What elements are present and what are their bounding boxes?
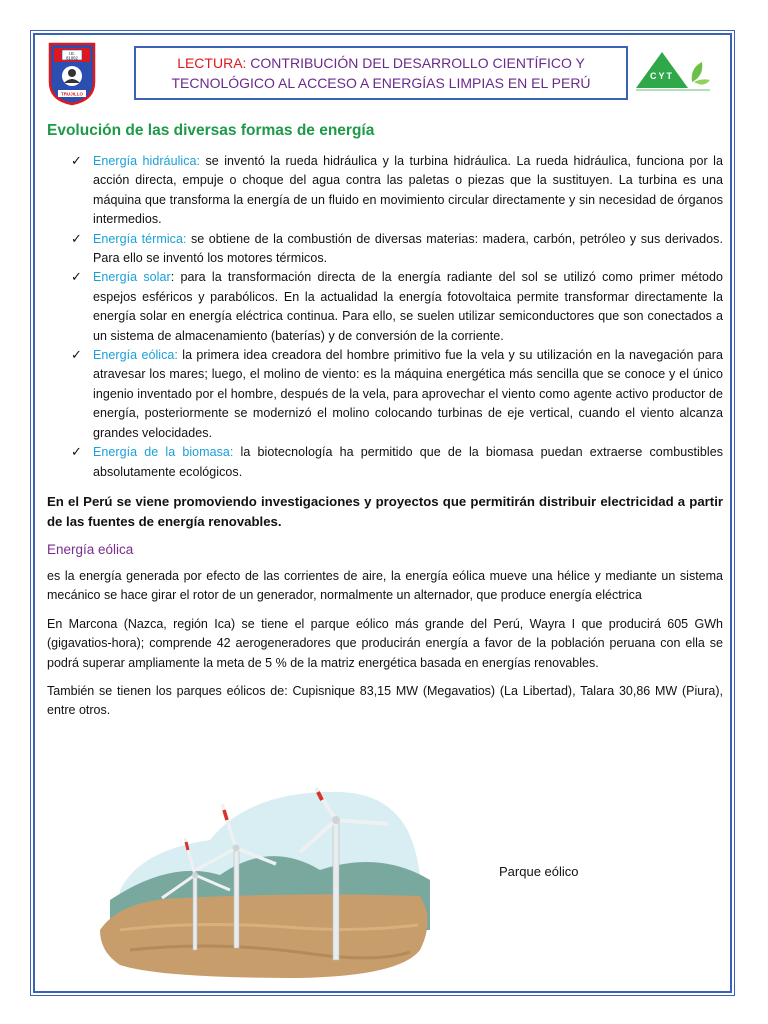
section-title: Evolución de las diversas formas de energía [47,122,375,139]
paragraph-parks: También se tienen los parques eólicos de: Cupisnique 83,15 MW (Megavatios) (La Libertad), Talara 30,86 MW (Piura), entre otros. [47,683,723,718]
check-icon: ✓ [71,230,82,246]
list-item-hidraulica [71,152,723,230]
check-icon: ✓ [71,347,82,363]
image-caption: Parque eólico [499,864,579,879]
paragraph-marcona: En Marcona (Nazca, región Ica) se tiene el parque eólico más grande del Perú, Wayra I que producirá 605 GWh (gigavatios-hora); comprende 42 aerogeneradores que producirán energía a favor de la población peruana con ella se podrá superar ampliamente la meta de 5 % de la matriz energética basada en energías renovables. [47,616,723,670]
cyt-logo [632,48,714,92]
list-item-solar [71,268,723,346]
term-hidraulica: Energía hidráulica: [93,154,201,168]
energy-list [47,152,723,482]
school-logo-number: 81002 [66,55,78,61]
school-logo-ie: I.E. [68,51,76,56]
list-item-eolica [71,346,723,443]
desc-termica: se obtiene de la combustión de diversas materias: madera, carbón, petróleo y sus derivados. Para ello se inventó los motores térmicos. [93,231,723,266]
check-icon: ✓ [71,153,82,168]
desc-eolica: la primera idea creadora del hombre primitivo fue la vela y su utilización en la navegación para atravesar los mares; luego, el molino de viento: es la máquina energética más sencilla que se conoce y el único ingenio inventado por el hombre, después de la vela, para aprovechar el viento como agente activo productor de energía, posteriormente se modernizó el molino colocando turbinas de eje vertical, cuando el viento alcanza grandes velocidades. [93,348,723,440]
wind-farm-illustration [100,780,440,980]
school-logo-city: TRUJILLO [61,91,83,97]
desc-hidraulica: se inventó la rueda hidráulica y la turbina hidráulica. La rueda hidráulica, funciona por la acción directa, empuje o choque del agua contra las paletas o piezas que la sustituyen. La turbina es una máquina que transforma la energía de un fluido en movimiento circular directamente y sin necesidad de órganos intermedios. [93,154,723,227]
bold-statement: En el Perú se viene promoviendo investigaciones y proyectos que permitirán distribuir electricidad a partir de las fuentes de energía renovables. [47,493,723,529]
document-body [47,120,723,730]
desc-biomasa: la biotecnología ha permitido que de la biomasa puedan extraerse combustibles absolutamente ecológicos. [93,445,723,479]
check-icon: ✓ [71,444,82,460]
list-item-termica [71,230,723,269]
school-logo [48,42,96,106]
check-icon: ✓ [71,269,82,285]
title-lead: LECTURA: [177,55,247,71]
title-line-2: TECNOLÓGICO AL ACCESO A ENERGÍAS LIMPIAS EN EL PERÚ [171,75,591,91]
desc-solar: : para la transformación directa de la energía radiante del sol se utilizó como primer método espejos esféricos y parabólicos. En la actualidad la energía fotovoltaica permite transformar directamente la energía solar en energía eléctrica continua. Para ello, se suelen utilizar semiconductores que son conectados a un sistema de almacenamiento (baterías) y de conversión de la corriente. [93,270,723,343]
sub-title-eolica: Energía eólica [47,541,134,557]
term-termica: Energía térmica: [93,231,187,246]
term-solar: Energía solar [93,270,171,285]
title-line-1 [177,53,585,73]
cyt-logo-text: CYT [650,71,674,81]
term-biomasa: Energía de la biomasa: [93,445,234,460]
list-item-biomasa [71,443,723,482]
document-title [134,46,628,100]
paragraph-definition: es la energía generada por efecto de las corrientes de aire, la energía eólica mueve una hélice y mediante un sistema mecánico se hace girar el rotor de un generador, normalmente un alternador, que produce energía eléctrica [47,568,723,603]
title-rest: CONTRIBUCIÓN DEL DESARROLLO CIENTÍFICO Y [246,55,585,71]
term-eolica: Energía eólica: [93,348,178,363]
